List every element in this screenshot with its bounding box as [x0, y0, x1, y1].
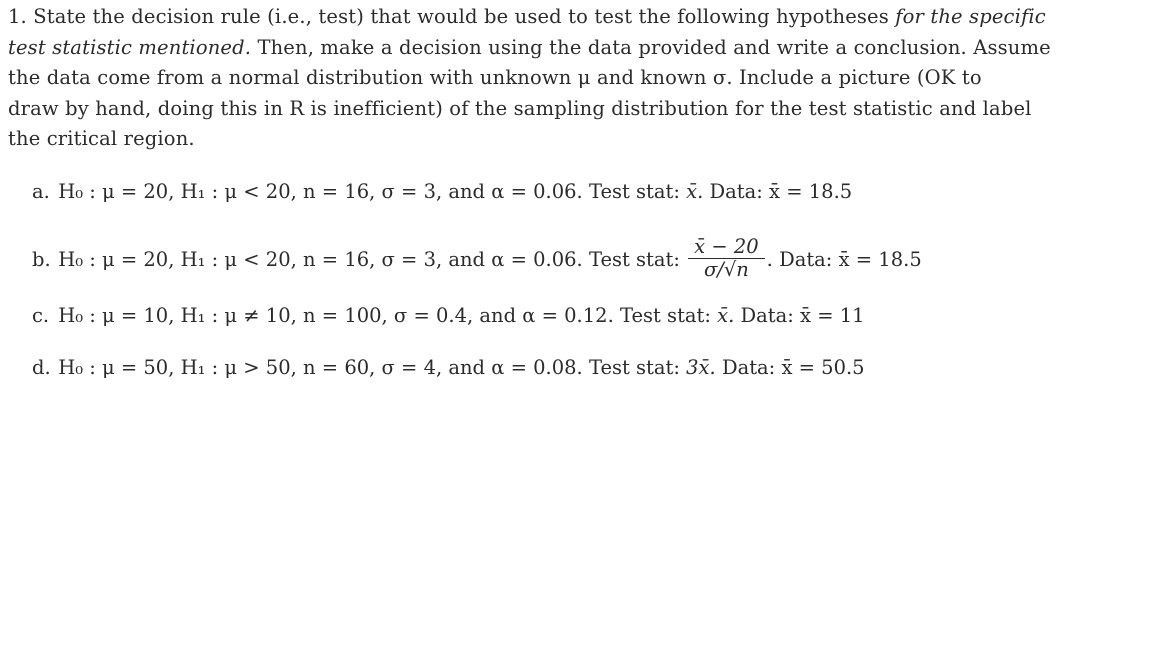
data-label: Data: — [779, 248, 833, 271]
question-intro — [8, 2, 1051, 155]
test-stat-fraction — [688, 236, 765, 281]
data-value: x̄ = 18.5 — [769, 180, 853, 203]
intro-line-1 — [8, 2, 1046, 33]
test-stat-label: Test stat: — [588, 180, 680, 203]
intro-text: draw by hand, doing this in R is inefficient) of the sampling distribution for the test statistic and label — [8, 96, 1032, 120]
intro-emphasis: for the specific — [895, 5, 1046, 28]
intro-line-3 — [8, 63, 1020, 94]
intro-text: State the decision rule (i.e., test) that would be used to test the following hypotheses — [33, 5, 896, 28]
part-label: c. — [32, 304, 50, 327]
question-number: 1. — [8, 5, 27, 28]
data-value: x̄ = 18.5 — [838, 248, 922, 271]
test-stat: 3x̄. — [686, 356, 716, 379]
part-hypotheses: H₀ : μ = 10, H₁ : μ ≠ 10, n = 100, σ = 0.4, and α = 0.12. — [58, 304, 614, 327]
part-a — [32, 180, 852, 204]
data-value: x̄ = 50.5 — [781, 356, 865, 379]
intro-text: the data come from a normal distribution with unknown μ and known σ. Include a picture (OK to — [8, 66, 982, 90]
part-label: b. — [32, 248, 51, 271]
test-stat-label: Test stat: — [619, 304, 711, 327]
intro-emphasis: test statistic mentioned. — [8, 35, 252, 59]
test-stat: x̄. — [686, 180, 704, 203]
part-b: b. H₀ : μ = 20, H₁ : μ < 20, n = 16, σ = 3, and α = 0.06. Test stat: $\frac{x̄ - 20}{\sigma/√n}$ . Data: x̄ = 18.5 — [32, 235, 922, 281]
fraction-numerator: x̄ − 20 — [688, 236, 765, 259]
test-stat-label: Test stat: — [588, 356, 680, 379]
part-label: d. — [32, 356, 51, 379]
intro-line-5 — [8, 124, 1020, 155]
part-c — [32, 304, 865, 328]
test-stat-label: Test stat: — [588, 248, 680, 271]
part-d — [32, 356, 865, 380]
intro-line-2 — [8, 33, 1051, 64]
intro-line-4 — [8, 94, 1032, 125]
data-label: Data: — [721, 356, 776, 379]
question-number-and-text — [8, 2, 1046, 33]
test-stat: x̄. — [717, 304, 735, 327]
data-label: Data: — [740, 304, 794, 327]
part-hypotheses: H₀ : μ = 50, H₁ : μ > 50, n = 60, σ = 4, and α = 0.08. — [58, 356, 583, 379]
fraction-denominator: σ/√n — [703, 258, 749, 281]
part-hypotheses: H₀ : μ = 20, H₁ : μ < 20, n = 16, σ = 3, and α = 0.06. — [58, 248, 583, 271]
intro-text: the critical region. — [8, 127, 195, 151]
intro-text: Then, make a decision using the data provided and write a conclusion. Assume — [251, 35, 1051, 59]
part-hypotheses: H₀ : μ = 20, H₁ : μ < 20, n = 16, σ = 3, and α = 0.06. — [58, 180, 583, 203]
part-label: a. — [32, 180, 50, 203]
data-label: Data: — [709, 180, 763, 203]
data-value: x̄ = 11 — [800, 304, 865, 327]
